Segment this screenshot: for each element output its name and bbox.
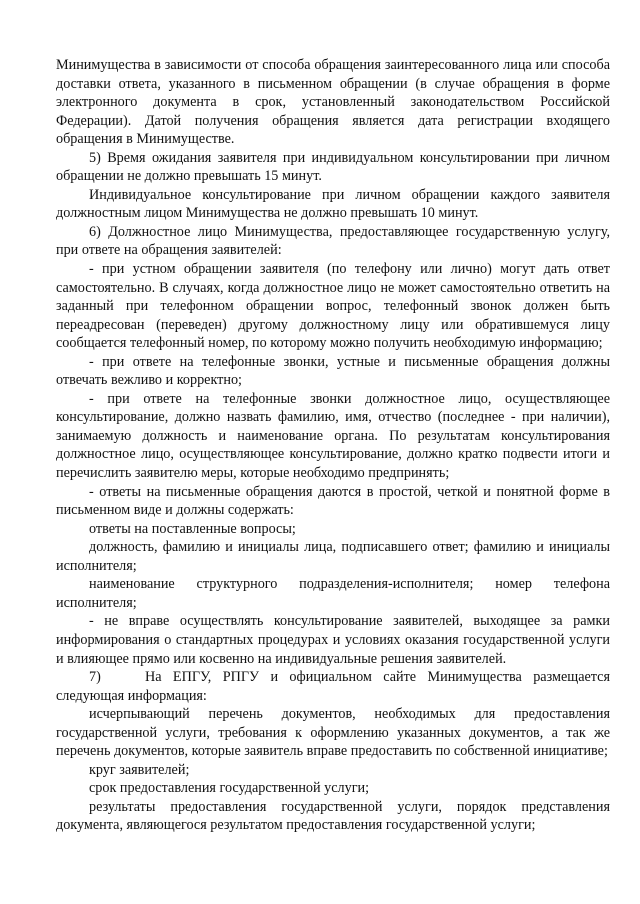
- paragraph-individual-consulting: Индивидуальное консультирование при личном обращении каждого заявителя должностным лицом Минимущества не должно превышать 10 минут.: [56, 186, 610, 222]
- item-number: 7): [89, 669, 101, 686]
- list-item-applicants: круг заявителей;: [89, 761, 190, 778]
- list-item-answers-to-questions: ответы на поставленные вопросы;: [89, 520, 296, 537]
- paragraph-official-duties: 6) Должностное лицо Минимущества, предоставляющее государственную услугу, при ответе на обращения заявителей:: [56, 223, 610, 259]
- paragraph-delivery-method: Минимущества в зависимости от способа обращения заинтересованного лица или способа доставки ответа, указанного в письменном обращении (в случае обращения в форме электронного документа в срок, установленный законодательством Российской Федерации). Датой получения обращения является дата регистрации входящего обращения в Минимуществе.: [56, 57, 610, 148]
- list-item-phone-answer: - при ответе на телефонные звонки должностное лицо, осуществляющее консультирование, должно назвать фамилию, имя, отчество (последнее - при наличии), занимаемую должность и наименование органа. По результатам консультирования должностное лицо, осуществляющее консультирование, должно кратко подвести итоги и перечислить заявителю меры, которые необходимо предпринять;: [56, 390, 610, 482]
- list-item-service-term: срок предоставления государственной услуги;: [89, 780, 370, 797]
- list-item-oral-request: - при устном обращении заявителя (по телефону или лично) могут дать ответ самостоятельно. В случаях, когда должностное лицо не может самостоятельно ответить на заданный при телефонном обращении вопрос, телефонный звонок должен быть переадресован (переведен) другому должностному лицу или обратившемуся лицу сообщается телефонный номер, по которому можно получить необходимую информацию;: [56, 261, 610, 352]
- list-item-signer-info: должность, фамилию и инициалы лица, подписавшего ответ; фамилию и инициалы исполнителя;: [56, 539, 610, 574]
- item-text: На ЕПГУ, РПГУ и официальном сайте Минимущества размещается следующая информация:: [56, 669, 610, 704]
- list-item-written-answer: - ответы на письменные обращения даются в простой, четкой и понятной форме в письменном виде и должны содержать:: [56, 483, 610, 519]
- list-item-documents-list: исчерпывающий перечень документов, необходимых для предоставления государственной услуги, требования к оформлению указанных документов, а так же перечень документов, которые заявитель вправе предоставить по собственной инициативе;: [56, 706, 610, 760]
- paragraph-published-info: [56, 668, 610, 705]
- list-item-service-results: результаты предоставления государственной услуги, порядок представления документа, являющегося результатом предоставления государственной услуги;: [56, 798, 610, 834]
- list-item-polite-answer: - при ответе на телефонные звонки, устные и письменные обращения должны отвечать вежливо и корректно;: [56, 353, 610, 389]
- paragraph-waiting-time: 5) Время ожидания заявителя при индивидуальном консультировании при личном обращении не должно превышать 15 минут.: [56, 149, 610, 185]
- list-item-consulting-limits: - не вправе осуществлять консультирование заявителей, выходящее за рамки информирования о стандартных процедурах и условиях оказания государственной услуги и влияющее прямо или косвенно на индивидуальные решения заявителей.: [56, 613, 610, 667]
- list-item-department-info: наименование структурного подразделения-исполнителя; номер телефона исполнителя;: [56, 576, 610, 611]
